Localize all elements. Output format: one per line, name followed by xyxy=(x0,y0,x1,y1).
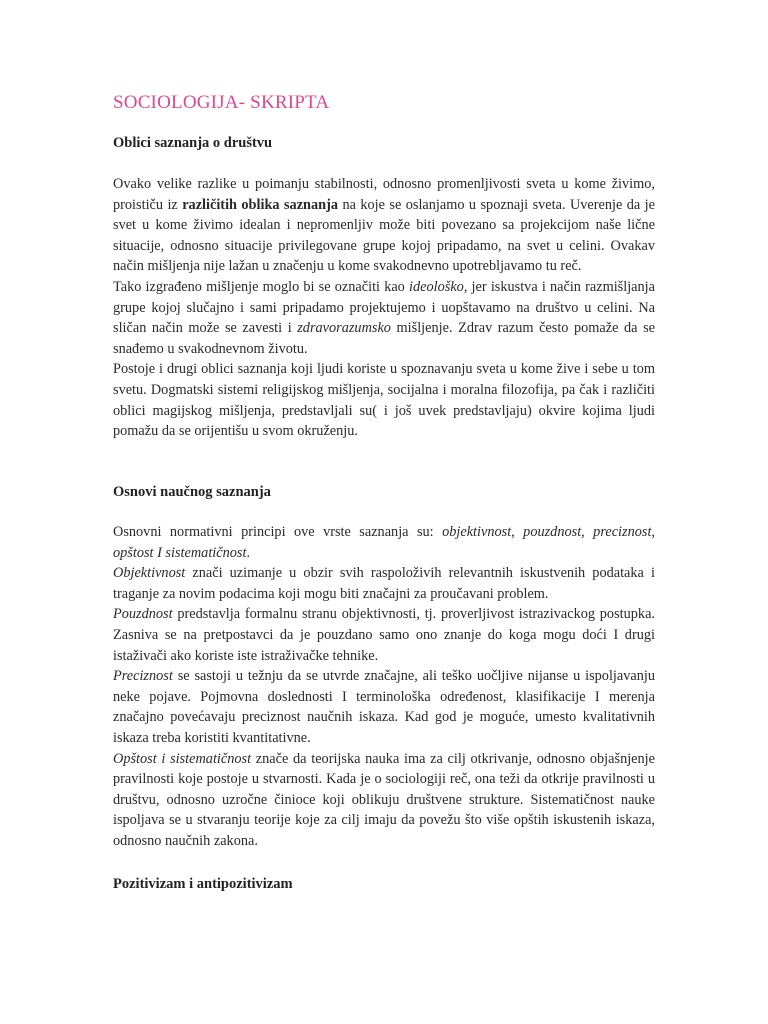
section-heading-oblici: Oblici saznanja o društvu xyxy=(113,135,273,151)
document-title: SOCIOLOGIJA- SKRIPTA xyxy=(113,92,330,113)
section-oblici-text xyxy=(113,174,655,442)
section-osnovi-text xyxy=(113,522,655,852)
section-heading-pozitivizam: Pozitivizam i antipozitivizam xyxy=(113,876,293,892)
paragraph: Osnovni normativni principi ove vrste saznanja su: objektivnost, pouzdnost, preciznost, opštost I sistematičnost. xyxy=(113,524,655,561)
paragraph: Ovako velike razlike u poimanju stabilnosti, odnosno promenljivosti sveta u kome živimo, proističu iz različitih oblika saznanja na koje se oslanjamo u spoznaji sveta. Uverenje da je svet u kome živimo idealan i nepromenljiv može biti povezano sa projekcijom naše lične situacije, odnosno situacije privilegovane grupe kojoj pripadamo, na svet u celini. Ovakav način mišljenja nije lažan u značenju u kome svakodnevno upotrebljavamo tu reč. xyxy=(113,176,655,275)
paragraph: Objektivnost znači uzimanje u obzir svih raspoloživih relevantnih iskustvenih podataka i traganje za novim podacima koji mogu biti značajni za proučavani problem. xyxy=(113,565,655,602)
paragraph: Opštost i sistematičnost znače da teorijska nauka ima za cilj otkrivanje, odnosno objašnjenje pravilnosti koje postoje u stvarnosti. Kada je o sociologiji reč, ona teži da otkrije pravilnosti u društvu, odnosno uzročne činioce koji oblikuju društvene strukture. Sistematičnost nauke ispoljava se u stvaranju teorije koje za cilj imaju da povežu što više opštih iskustenih iskaza, odnosno naučnih zakona. xyxy=(113,750,655,849)
paragraph: Preciznost se sastoji u težnju da se utvrde značajne, ali teško uočljive nijanse u ispoljavanju neke pojave. Pojmovna doslednosti I terminološka određenost, klasifikacije I merenja značajno povećavaju preciznost naučnih iskaza. Kad god je moguće, umesto kvalitativnih iskaza treba koristiti kvantitativne. xyxy=(113,668,655,746)
paragraph: Pouzdnost predstavlja formalnu stranu objektivnosti, tj. proverljivost istrazivackog postupka. Zasniva se na pretpostavci da je pouzdano samo ono znanje do koga mogu doći I drugi istaživači ako koriste iste istraživačke tehnike. xyxy=(113,606,655,664)
paragraph: Postoje i drugi oblici saznanja koji ljudi koriste u spoznavanju sveta u kome žive i sebe u tom svetu. Dogmatski sistemi religijskog mišljenja, socijalna i moralna filozofija, pa čak i različiti oblici magijskog mišljenja, predstavljali su( i još uvek predstavljaju) okvire kojima ljudi pomažu da se orijentišu u svom okruženju. xyxy=(113,361,655,440)
paragraph: Tako izgrađeno mišljenje moglo bi se označiti kao ideološko, jer iskustva i način razmišljanja grupe kojoj slučajno i sami pripadamo projektujemo i uopštavamo na društvo u celini. Na sličan način može se zavesti i zdravorazumsko mišljenje. Zdrav razum često pomaže da se snađemo u svakodnevnom životu. xyxy=(113,278,655,357)
section-heading-osnovi: Osnovi naučnog saznanja xyxy=(113,484,271,500)
